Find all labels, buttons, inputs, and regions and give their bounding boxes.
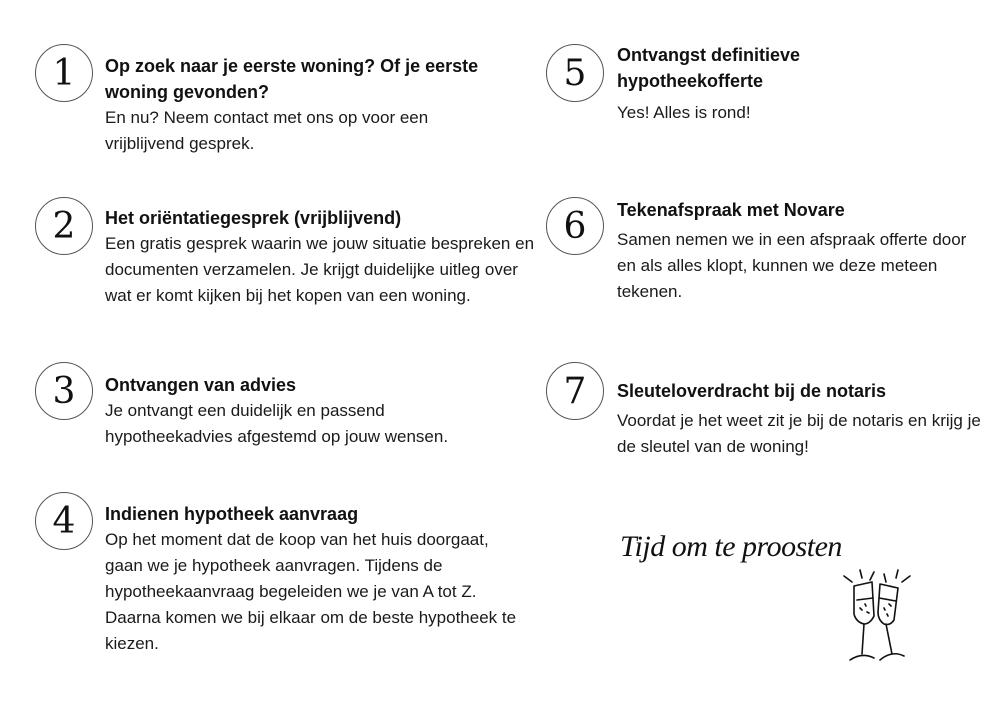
step-number-circle: 4 xyxy=(35,492,93,550)
step-body: Een gratis gesprek waarin we jouw situatie bespreken en documenten verzamelen. Je krijgt duidelijke uitleg over wat er komt kijken bij het kopen van een woning. xyxy=(105,234,535,305)
step-number-circle: 2 xyxy=(35,197,93,255)
step-body: Op het moment dat de koop van het huis doorgaat, gaan we je hypotheek aanvragen. Tijdens de hypotheekaanvraag begeleiden we je van A tot Z. Daarna komen we bij elkaar om de beste hypotheek te kiezen. xyxy=(105,530,517,653)
step-number-circle: 1 xyxy=(35,44,93,102)
closing-text: Tijd om te proosten xyxy=(620,530,842,563)
step-body: Voordat je het weet zit je bij de notaris en krijg je de sleutel van de woning! xyxy=(617,411,981,456)
champagne-glasses-icon xyxy=(840,568,920,673)
step-number-circle: 3 xyxy=(35,362,93,420)
step-title: Ontvangen van advies xyxy=(105,375,297,395)
step-title: Het oriëntatiegesprek (vrijblijvend) xyxy=(105,208,402,228)
step-title: Ontvangst definitieve hypotheekofferte xyxy=(617,45,801,91)
step-number-circle: 7 xyxy=(546,362,604,420)
step-number-circle: 6 xyxy=(546,197,604,255)
step-title: Tekenafspraak met Novare xyxy=(617,200,845,220)
step-body: Je ontvangt een duidelijk en passend hypotheekadvies afgestemd op jouw wensen. xyxy=(105,401,449,446)
step-title: Op zoek naar je eerste woning? Of je eerste woning gevonden? xyxy=(105,56,479,102)
step-body: Samen nemen we in een afspraak offerte door en als alles klopt, kunnen we deze meteen tekenen. xyxy=(617,230,967,301)
step-body: En nu? Neem contact met ons op voor een vrijblijvend gesprek. xyxy=(105,108,429,153)
step-title: Indienen hypotheek aanvraag xyxy=(105,504,359,524)
step-title: Sleuteloverdracht bij de notaris xyxy=(617,381,887,401)
step-number-circle: 5 xyxy=(546,44,604,102)
step-body: Yes! Alles is rond! xyxy=(617,103,751,122)
